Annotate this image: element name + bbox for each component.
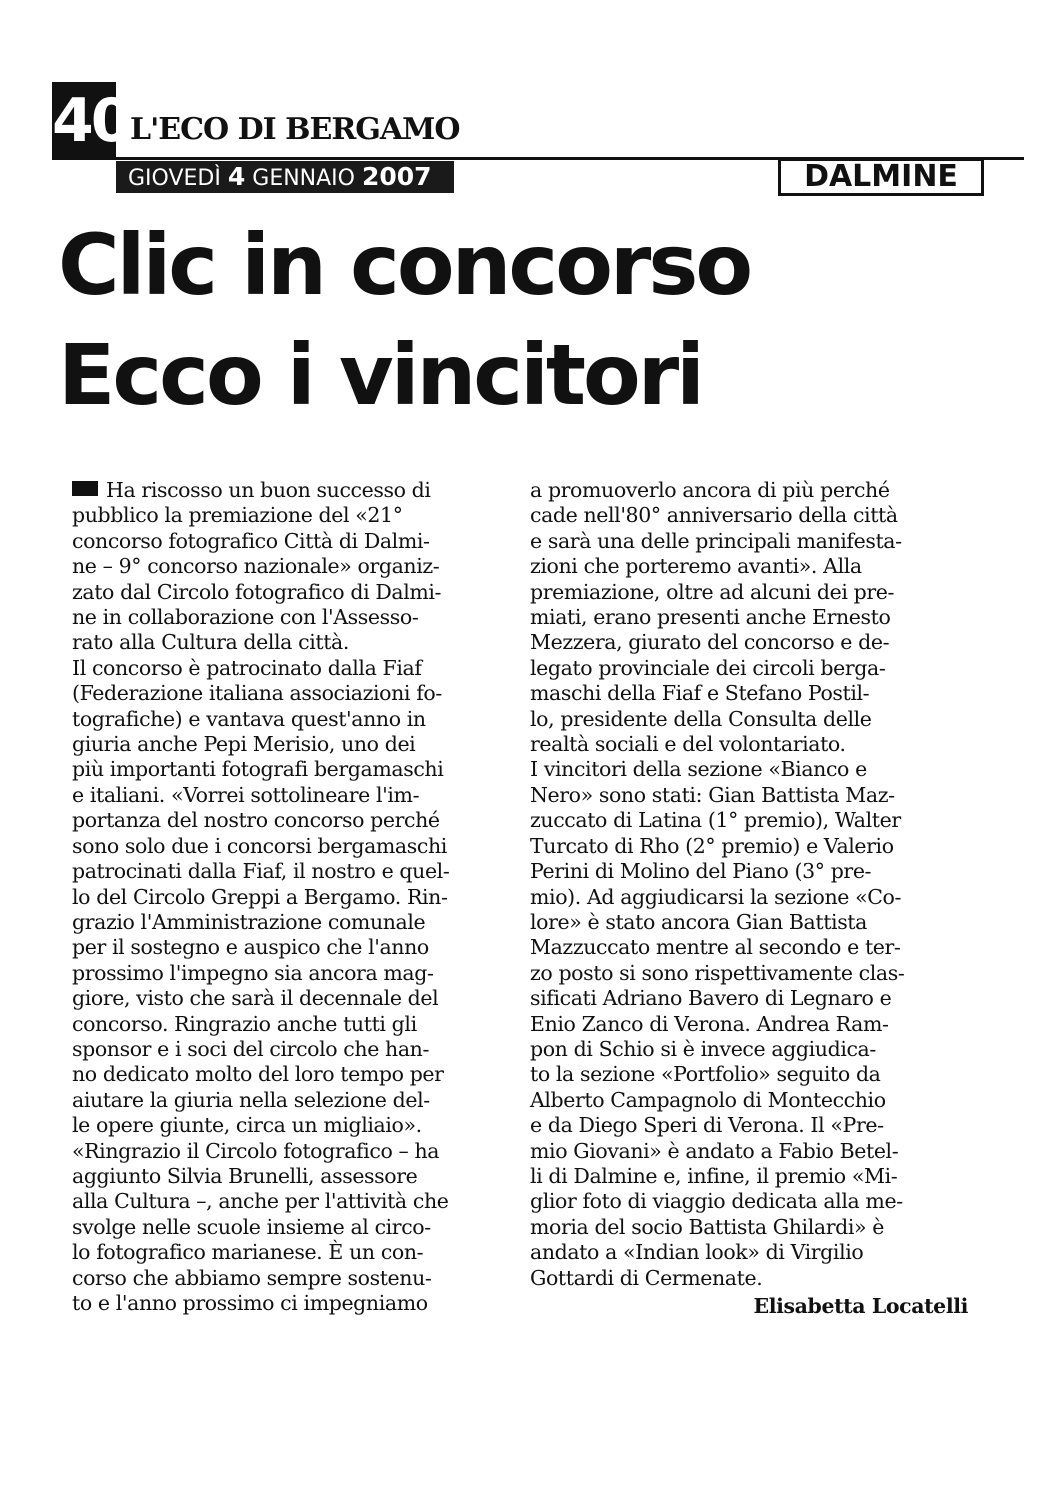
date-year: 2007 bbox=[361, 162, 432, 191]
text-line: no dedicato molto del loro tempo per bbox=[72, 1062, 444, 1087]
text-line: zo posto si sono rispettivamente clas- bbox=[530, 960, 905, 985]
text-line: prossimo l'impegno sia ancora mag- bbox=[72, 960, 434, 985]
text-line: zato dal Circolo fotografico di Dalmi- bbox=[72, 579, 442, 604]
text-line: I vincitori della sezione «Bianco e bbox=[530, 757, 867, 782]
text-line: maschi della Fiaf e Stefano Postil- bbox=[530, 681, 870, 706]
text-line: Enio Zanco di Verona. Andrea Ram- bbox=[530, 1011, 889, 1036]
date-day: 4 bbox=[227, 162, 246, 191]
text-line: lo, presidente della Consulta delle bbox=[530, 706, 872, 731]
text-line: pubblico la premiazione del «21° bbox=[72, 503, 403, 528]
text-line: lore» è stato ancora Gian Battista bbox=[530, 909, 867, 934]
text-line: portanza del nostro concorso perché bbox=[72, 808, 440, 833]
text-line: aggiunto Silvia Brunelli, assessore bbox=[72, 1163, 418, 1188]
text-line: ne in collaborazione con l'Assesso- bbox=[72, 605, 419, 630]
text-line: Nero» sono stati: Gian Battista Maz- bbox=[530, 782, 895, 807]
issue-date bbox=[116, 161, 454, 193]
text-line: legato provinciale dei circoli berga- bbox=[530, 655, 886, 680]
text-line: alla Cultura –, anche per l'attività che bbox=[72, 1189, 449, 1214]
text-line: lo del Circolo Greppi a Bergamo. Rin- bbox=[72, 884, 448, 909]
text-line: per il sostegno e auspico che l'anno bbox=[72, 935, 429, 960]
text-line: mio). Ad aggiudicarsi la sezione «Co- bbox=[530, 884, 902, 909]
text-line: aiutare la giuria nella selezione del- bbox=[72, 1087, 430, 1112]
text-line: giore, visto che sarà il decennale del bbox=[72, 986, 439, 1011]
text-line: giuria anche Pepi Merisio, uno dei bbox=[72, 732, 416, 757]
text-line: sponsor e i soci del circolo che han- bbox=[72, 1036, 429, 1061]
text-line: li di Dalmine e, infine, il premio «Mi- bbox=[530, 1163, 898, 1188]
text-line: premiazione, oltre ad alcuni dei pre- bbox=[530, 579, 895, 604]
text-line: zuccato di Latina (1° premio), Walter bbox=[530, 808, 901, 833]
text-line: patrocinati dalla Fiaf, il nostro e quel- bbox=[72, 859, 450, 884]
text-line: (Federazione italiana associazioni fo- bbox=[72, 681, 442, 706]
text-line: tografiche) e vantava quest'anno in bbox=[72, 706, 426, 731]
text-line: Perini di Molino del Piano (3° pre- bbox=[530, 859, 872, 884]
text-line: e da Diego Speri di Verona. Il «Pre- bbox=[530, 1113, 884, 1138]
headline-line: Clic in concorso bbox=[58, 216, 751, 314]
text-line: pon di Schio si è invece aggiudica- bbox=[530, 1036, 876, 1061]
text-line: concorso. Ringrazio anche tutti gli bbox=[72, 1011, 417, 1036]
text-line: corso che abbiamo sempre sostenu- bbox=[72, 1265, 432, 1290]
text-line: cade nell'80° anniversario della città bbox=[530, 503, 898, 528]
text-line: Gottardi di Cermenate. bbox=[530, 1265, 763, 1290]
text-line: sificati Adriano Bavero di Legnaro e bbox=[530, 986, 892, 1011]
date-weekday: GIOVEDÌ bbox=[128, 166, 221, 191]
text-line: le opere giunte, circa un migliaio». bbox=[72, 1113, 422, 1138]
text-line: rato alla Cultura della città. bbox=[72, 630, 349, 655]
text-line: moria del socio Battista Ghilardi» è bbox=[530, 1214, 884, 1239]
text-line: miati, erano presenti anche Ernesto bbox=[530, 605, 891, 630]
text-line: concorso fotografico Città di Dalmi- bbox=[72, 528, 430, 553]
article-column-1 bbox=[72, 478, 510, 1316]
text-line: Mazzuccato mentre al secondo e ter- bbox=[530, 935, 901, 960]
text-line: e italiani. «Vorrei sottolineare l'im- bbox=[72, 782, 420, 807]
date-month: GENNAIO bbox=[252, 166, 355, 191]
text-line: a promuoverlo ancora di più perché bbox=[530, 478, 890, 502]
text-line: e sarà una delle principali manifesta- bbox=[530, 528, 902, 553]
text-line: to e l'anno prossimo ci impegniamo bbox=[72, 1291, 428, 1315]
text-line: realtà sociali e del volontariato. bbox=[530, 732, 846, 757]
text-line: glior foto di viaggio dedicata alla me- bbox=[530, 1189, 903, 1214]
text-line: Mezzera, giurato del concorso e de- bbox=[530, 630, 890, 655]
text-line: svolge nelle scuole insieme al circo- bbox=[72, 1214, 431, 1239]
text-line: mio Giovani» è andato a Fabio Betel- bbox=[530, 1138, 899, 1163]
lead-square-icon bbox=[72, 481, 98, 496]
text-line bbox=[72, 478, 510, 503]
newspaper-masthead: L'ECO DI BERGAMO bbox=[130, 112, 460, 147]
text-line: Il concorso è patrocinato dalla Fiaf bbox=[72, 655, 422, 680]
text-line: sono solo due i concorsi bergamaschi bbox=[72, 833, 447, 858]
headline-line: Ecco i vincitori bbox=[58, 326, 702, 424]
text-line: to la sezione «Portfolio» seguito da bbox=[530, 1062, 881, 1087]
section-label: DALMINE bbox=[778, 158, 984, 196]
text-line: grazio l'Amministrazione comunale bbox=[72, 909, 426, 934]
text-line: Turcato di Rho (2° premio) e Valerio bbox=[530, 833, 894, 858]
text-line: più importanti fotografi bergamaschi bbox=[72, 757, 444, 782]
author-byline: Elisabetta Locatelli bbox=[753, 1294, 968, 1318]
page-number: 40 bbox=[52, 82, 116, 160]
article-headline bbox=[58, 210, 750, 430]
text-line: ne – 9° concorso nazionale» organiz- bbox=[72, 554, 440, 579]
text-line: «Ringrazio il Circolo fotografico – ha bbox=[72, 1138, 440, 1163]
lead-text: Ha riscosso un buon successo di bbox=[106, 478, 431, 502]
text-line: zioni che porteremo avanti». Alla bbox=[530, 554, 862, 579]
text-line: lo fotografico marianese. È un con- bbox=[72, 1240, 424, 1265]
text-line: Alberto Campagnolo di Montecchio bbox=[530, 1087, 886, 1112]
text-line: andato a «Indian look» di Virgilio bbox=[530, 1240, 864, 1265]
article-column-2 bbox=[530, 478, 968, 1319]
